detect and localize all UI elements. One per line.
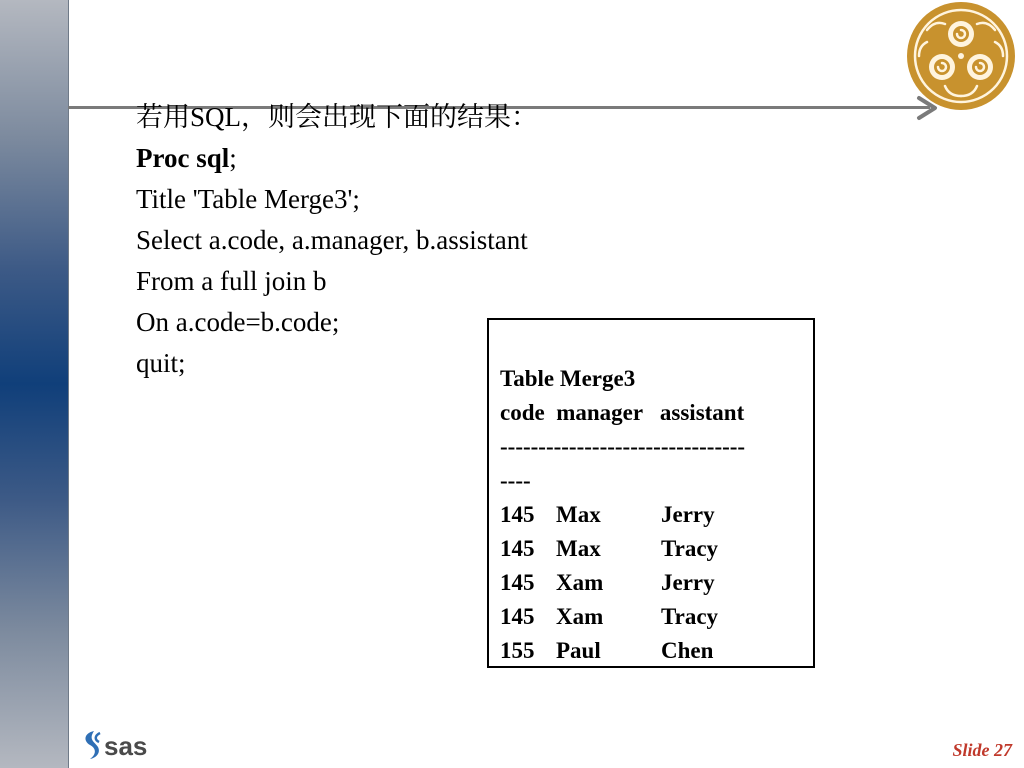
table-row <box>500 498 803 532</box>
output-separator-wrap: ---- <box>500 468 531 493</box>
output-header: code manager assistant <box>500 400 745 425</box>
output-title: Table Merge3 <box>500 366 636 391</box>
table-row <box>500 532 803 566</box>
cell-assistant: Jerry <box>661 570 715 595</box>
output-table-box <box>487 318 815 668</box>
select-line <box>136 220 538 261</box>
cell-code: 145 <box>500 604 535 629</box>
slide-number: Slide 27 <box>952 740 1012 760</box>
code-line-text: quit; <box>136 348 186 378</box>
cell-manager: Xam <box>556 604 604 629</box>
intro-line <box>136 97 538 138</box>
cell-code: 145 <box>500 570 535 595</box>
cell-manager: Max <box>556 502 601 527</box>
cell-code: 155 <box>500 638 535 663</box>
sql-code-block <box>136 97 538 384</box>
code-line-text: 若用SQL，则会出现下面的结果： <box>136 102 539 132</box>
table-row <box>500 634 803 668</box>
cell-assistant: Chen <box>661 638 714 663</box>
code-line-text: On a.code=b.code; <box>136 307 340 337</box>
on-line <box>136 302 538 343</box>
table-row <box>500 600 803 634</box>
cell-assistant: Tracy <box>661 604 719 629</box>
output-separator: -------------------------------- <box>500 434 746 459</box>
code-line-text: From a full join b <box>136 266 327 296</box>
cell-manager: Xam <box>556 570 604 595</box>
sas-logo <box>80 727 172 765</box>
cell-code: 145 <box>500 536 535 561</box>
title-line <box>136 179 538 220</box>
proc-keyword: Proc sql <box>136 143 230 173</box>
code-line-text: Select a.code, a.manager, b.assistant <box>136 225 528 255</box>
cell-assistant: Tracy <box>661 536 719 561</box>
proc-line <box>136 138 538 179</box>
proc-semicolon: ; <box>229 143 237 173</box>
cell-manager: Max <box>556 536 601 561</box>
decorative-emblem-logo <box>905 0 1017 112</box>
cell-manager: Paul <box>556 638 601 663</box>
table-row <box>500 566 803 600</box>
from-line <box>136 261 538 302</box>
cell-code: 145 <box>500 502 535 527</box>
quit-line <box>136 343 538 384</box>
sas-logo-text: sas <box>104 731 148 761</box>
cell-assistant: Jerry <box>661 502 715 527</box>
sidebar-gradient <box>0 0 69 768</box>
code-line-text: Title 'Table Merge3'; <box>136 184 360 214</box>
